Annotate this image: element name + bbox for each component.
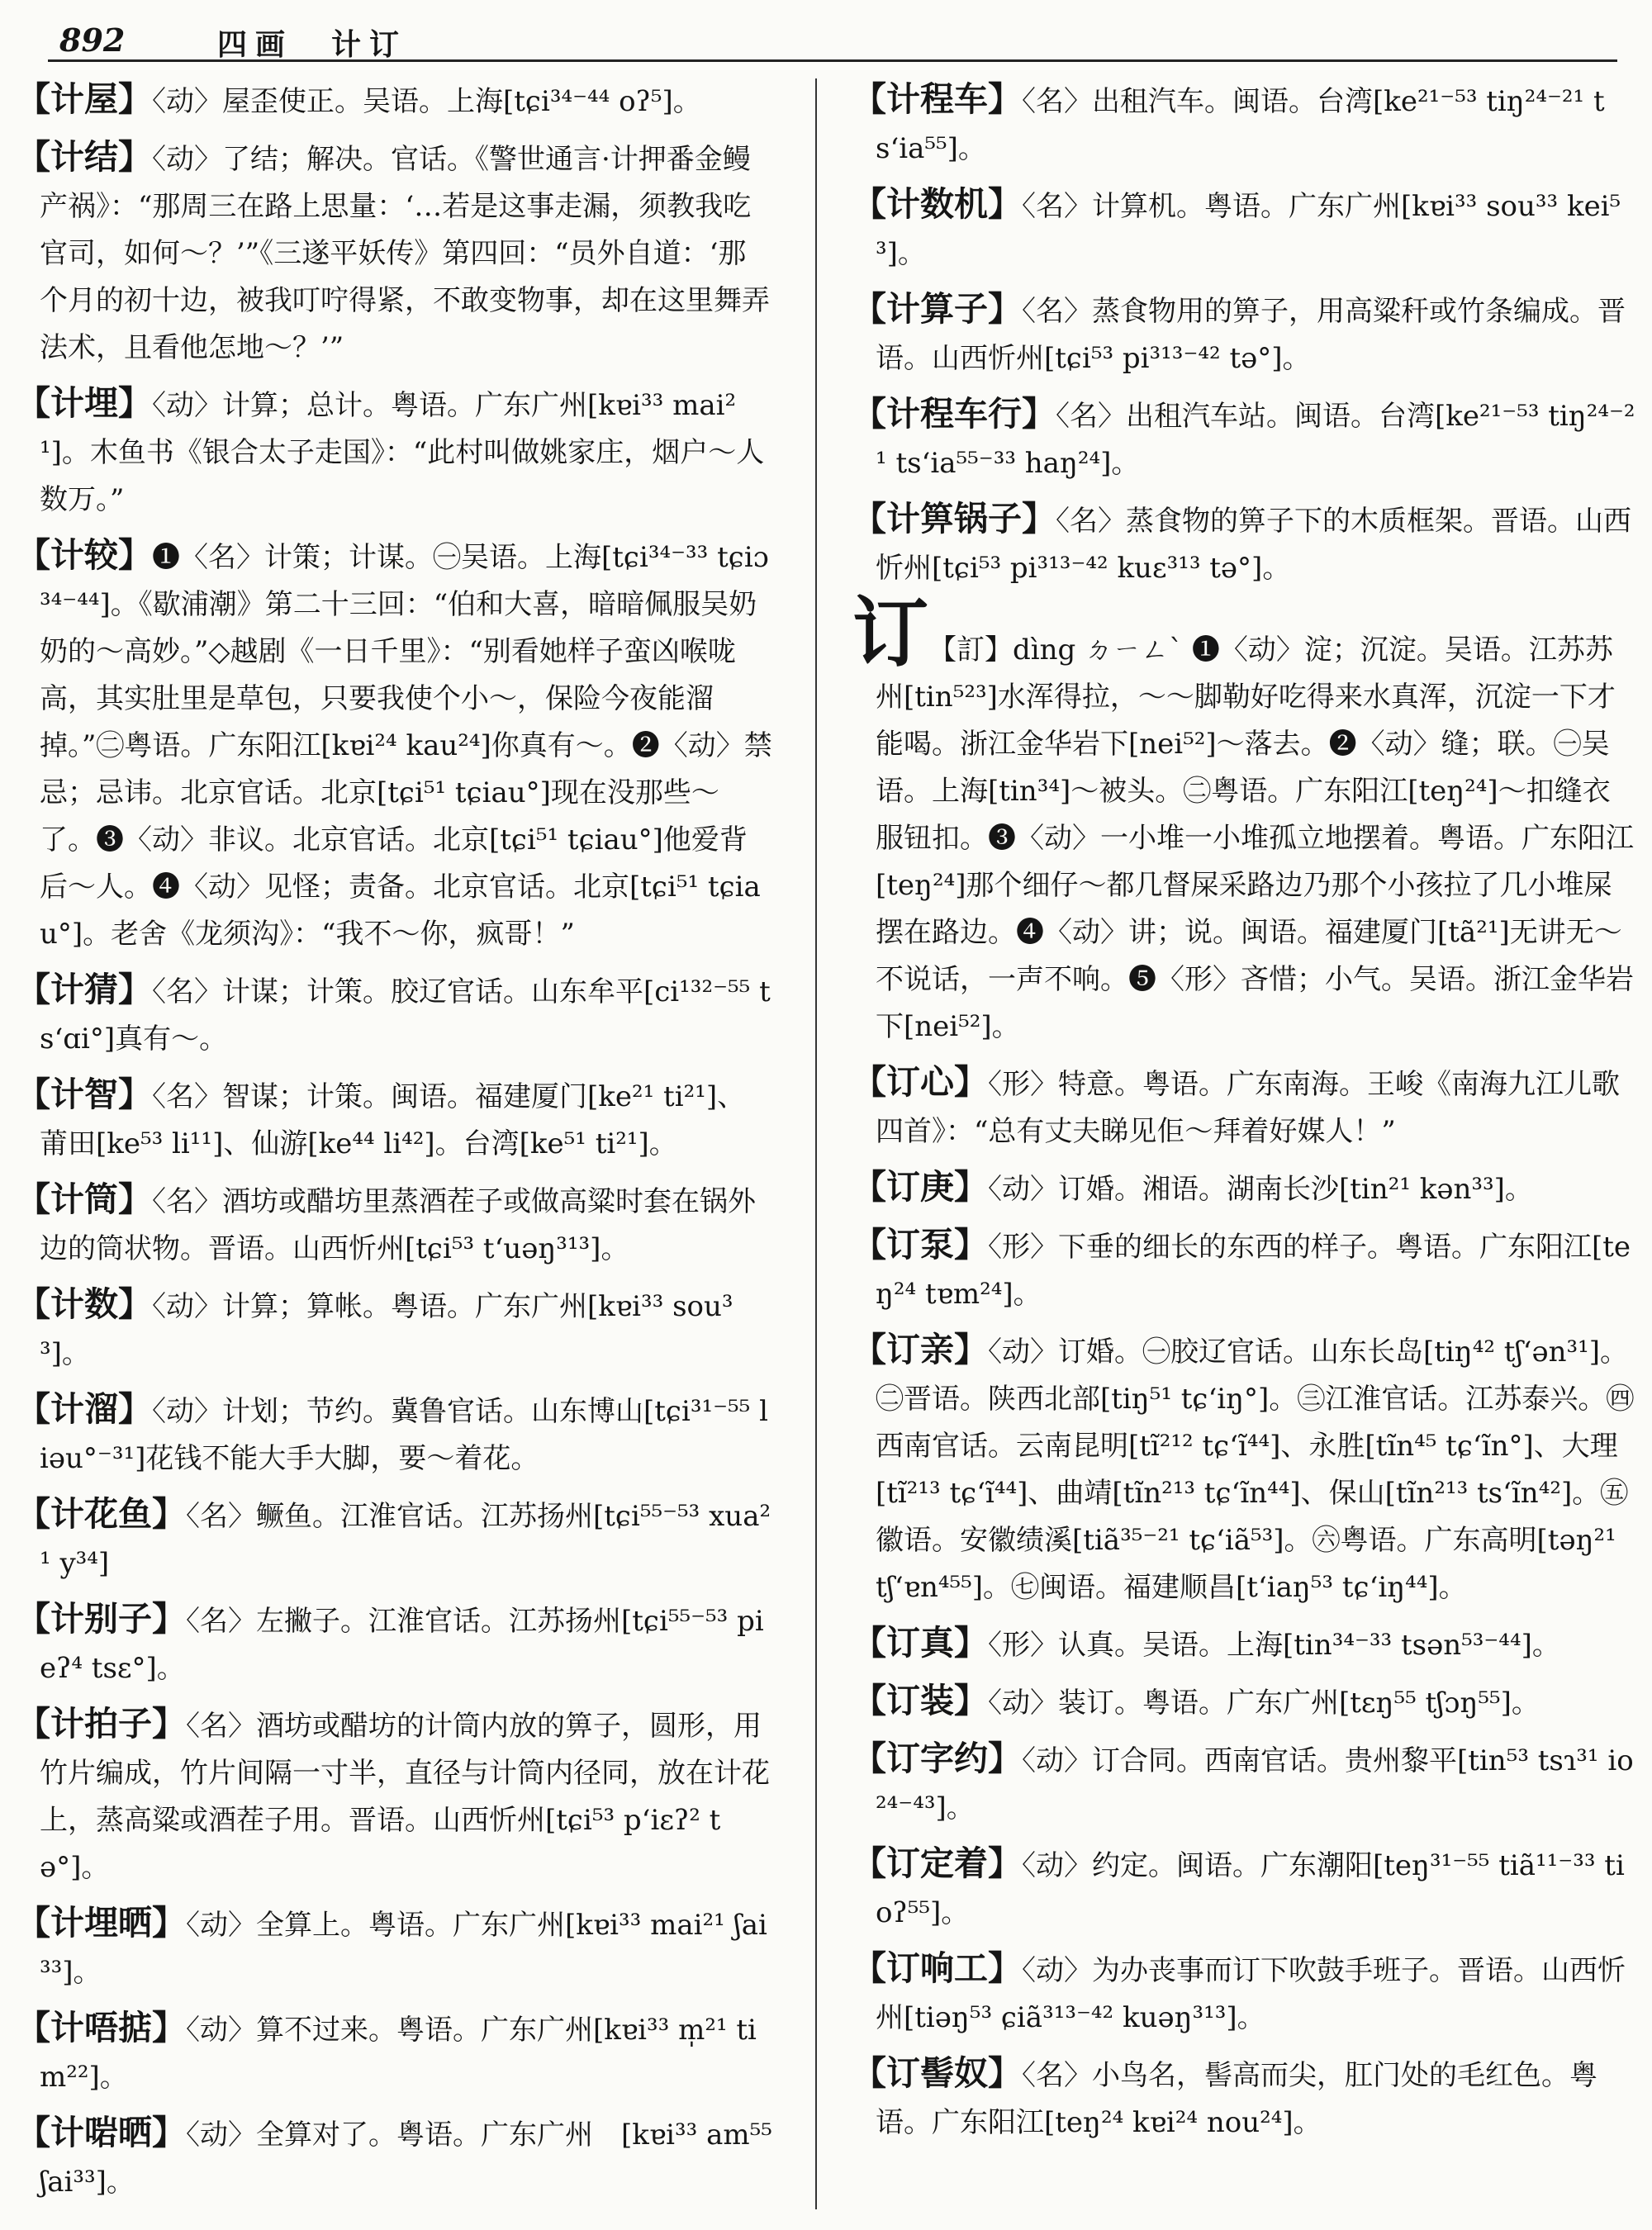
dictionary-entry	[852, 1326, 1635, 1611]
entry-definition: 〈动〉约定。闽语。广东潮阳[teŋ³¹⁻⁵⁵ tiã¹¹⁻³³ tioʔ⁵⁵]。	[876, 1849, 1625, 1929]
dictionary-entry	[17, 1596, 772, 1692]
dictionary-entry	[17, 134, 772, 372]
dictionary-entry	[17, 1701, 772, 1891]
entry-headword: 订	[852, 589, 929, 677]
entry-definition: 〈名〉鳜鱼。江淮官话。江苏扬州[tɕi⁵⁵⁻⁵³ xua²¹ y³⁴]	[40, 1500, 771, 1580]
dictionary-entry	[852, 1840, 1635, 1937]
entry-headword: 【计别子】	[17, 1599, 186, 1639]
entry-definition: 〈名〉智谋；计策。闽语。福建厦门[ke²¹ ti²¹]、莆田[ke⁵³ li¹¹]、仙游[ke⁴⁴ li⁴²]。台湾[ke⁵¹ ti²¹]。	[40, 1080, 746, 1160]
entry-headword: 【计程车】	[852, 79, 1022, 119]
entry-headword: 【计箅锅子】	[852, 499, 1056, 539]
entry-definition: 〈动〉订婚。㊀胶辽官话。山东长岛[tiŋ⁴² tʃ‘ən³¹]。㊁晋语。陕西北部[tiŋ⁵¹ tɕ‘iŋ°]。㊂江淮官话。江苏泰兴。㊃西南官话。云南昆明[tĩ²¹² tɕ‘ĩ⁴⁴]、永胜[tĩn⁴⁵ tɕ‘ĩn°]、大理[tĩ²¹³ tɕ‘ĩ⁴⁴]、曲靖[tĩn²¹³ tɕ‘ĩn⁴⁴]、保山[tĩn²¹³ ts‘ĩn⁴²]。㊄徽语。安徽绩溪[tiã³⁵⁻²¹ tɕ‘iã⁵³]。㊅粤语。广东高明[təŋ²¹ tʃ‘ɐn⁴⁵⁵]。㊆闽语。福建顺昌[t‘iaŋ⁵³ tɕ‘iŋ⁴⁴]。	[876, 1336, 1635, 1604]
page-header	[48, 15, 1634, 66]
entry-definition: 〈名〉蒸食物的箅子下的木质框架。晋语。山西忻州[tɕi⁵³ pi³¹³⁻⁴² kuɛ³¹³ tə°]。	[876, 505, 1631, 585]
entry-definition: 〈动〉计算；算帐。粤语。广东广州[kɐi³³ sou³³]。	[40, 1290, 733, 1370]
dictionary-entry	[852, 286, 1635, 382]
entry-definition: 〈名〉小鸟名，髻高而尖，肛门处的毛红色。粤语。广东阳江[teŋ²⁴ kɐi²⁴ nou²⁴]。	[876, 2059, 1597, 2139]
entry-headword: 【计埋晒】	[17, 1903, 186, 1943]
entry-headword: 【计筒】	[17, 1179, 152, 1219]
entry-definition: 〈动〉订婚。湘语。湖南长沙[tin²¹ kən³³]。	[988, 1173, 1533, 1206]
entry-headword: 【计屋】	[17, 79, 152, 119]
entry-headword: 【订字约】	[852, 1739, 1022, 1778]
dictionary-entry	[17, 1386, 772, 1483]
dictionary-entry	[17, 1491, 772, 1587]
entry-headword: 【计溜】	[17, 1389, 152, 1429]
entry-definition: 〈动〉计算；总计。粤语。广东广州[kɐi³³ mai²¹]。木鱼书《银合太子走国》：“此村叫做姚家庄，烟户～人数万。”	[40, 389, 765, 516]
dictionary-entry	[852, 1677, 1635, 1727]
dictionary-entry	[852, 1222, 1635, 1318]
entry-definition: 〈名〉左撇子。江淮官话。江苏扬州[tɕi⁵⁵⁻⁵³ pieʔ⁴ tsɛ°]。	[40, 1605, 764, 1685]
dictionary-entry	[17, 2005, 772, 2101]
entry-definition: 〈名〉计谋；计策。胶辽官话。山东牟平[ci¹³²⁻⁵⁵ ts‘ɑi°]真有～。	[40, 975, 771, 1056]
entry-definition: 〈形〉特意。粤语。广东南海。王峻《南海九江儿歌四首》：“总有丈夫睇见佢～拜着好媒人！”	[876, 1068, 1620, 1148]
left-column	[17, 76, 772, 2214]
header-rule	[48, 59, 1617, 62]
entry-definition: 〈名〉酒坊或醋坊里蒸酒茬子或做高粱时套在锅外边的筒状物。晋语。山西忻州[tɕi⁵³ t‘uəŋ³¹³]。	[40, 1185, 756, 1265]
entry-headword: 【计智】	[17, 1075, 152, 1114]
dictionary-entry	[852, 391, 1635, 487]
entry-headword: 【订泵】	[852, 1225, 988, 1264]
entry-definition: 〈形〉下垂的细长的东西的样子。粤语。广东阳江[teŋ²⁴ tɐm²⁴]。	[876, 1231, 1631, 1311]
dictionary-entry	[17, 76, 772, 126]
entry-headword: 【计较】	[17, 535, 152, 575]
entry-headword: 【订真】	[852, 1623, 988, 1663]
entry-definition: ❶〈名〉计策；计谋。㊀吴语。上海[tɕi³⁴⁻³³ tɕiɔ³⁴⁻⁴⁴]。《歇浦潮》第二十三回：“伯和大喜，暗暗佩服吴奶奶的～高妙。”◇越剧《一日千里》：“别看她样子蛮凶喉咙高，其实肚里是草包，只要我使个小～，保险今夜能溜掉。”㊁粤语。广东阳江[kɐi²⁴ kau²⁴]你真有～。❷〈动〉禁忌；忌讳。北京官话。北京[tɕi⁵¹ tɕiau°]现在没那些～了。❸〈动〉非议。北京官话。北京[tɕi⁵¹ tɕiau°]他爱背后～人。❹〈动〉见怪；责备。北京官话。北京[tɕi⁵¹ tɕiau°]。老舍《龙须沟》：“我不～你，疯哥！”	[40, 541, 772, 951]
dictionary-entry	[17, 1281, 772, 1378]
entry-headword: 【计算子】	[852, 289, 1022, 329]
entry-headword: 【计啱晒】	[17, 2113, 186, 2152]
entry-headword: 【订装】	[852, 1681, 988, 1720]
dictionary-entry	[17, 532, 772, 958]
entry-headword: 【计数机】	[852, 184, 1022, 224]
dictionary-entry	[17, 380, 772, 524]
entry-headword: 【计猜】	[17, 970, 152, 1009]
dictionary-entry	[17, 966, 772, 1063]
entry-headword: 【订响工】	[852, 1948, 1022, 1988]
entry-definition: 〈名〉出租汽车站。闽语。台湾[ke²¹⁻⁵³ tiŋ²⁴⁻²¹ ts‘ia⁵⁵⁻³³ haŋ²⁴]。	[876, 400, 1635, 480]
dictionary-entry	[17, 1900, 772, 1996]
page-number: 892	[59, 21, 126, 59]
entry-headword: 【订心】	[852, 1062, 988, 1102]
entry-headword: 【计结】	[17, 137, 152, 177]
entry-definition: 〈名〉蒸食物用的箅子，用高粱秆或竹条编成。晋语。山西忻州[tɕi⁵³ pi³¹³⁻⁴² tə°]。	[876, 295, 1626, 375]
dictionary-entry	[17, 1176, 772, 1273]
entry-definition: 〈动〉了结；解决。官话。《警世通言·计押番金鳗产祸》：“那周三在路上思量：‘…若是这事走漏，须教我吃官司，如何～？’”《三遂平妖传》第四回：“员外自道：‘那个月的初十边，被我叮咛得紧，不敢变物事，却在这里舞弄法术，且看他怎地～？’”	[40, 143, 770, 364]
dictionary-entry	[852, 1945, 1635, 2042]
entry-definition: 〈动〉为办丧事而订下吹鼓手班子。晋语。山西忻州[tiəŋ⁵³ ɕiã³¹³⁻⁴² kuəŋ³¹³]。	[876, 1954, 1626, 2034]
dictionary-entry	[852, 181, 1635, 278]
page-title: 四画 计订	[217, 27, 408, 62]
entry-definition: 〈动〉屋歪使正。吴语。上海[tɕi³⁴⁻⁴⁴ oʔ⁵]。	[152, 85, 701, 118]
entry-headword: 【订髻奴】	[852, 2053, 1022, 2093]
entry-headword: 【订庚】	[852, 1167, 988, 1207]
entry-headword: 【计唔掂】	[17, 2008, 186, 2047]
entry-definition: 〈动〉算不过来。粤语。广东广州[kɐi³³ m̩²¹ tim²²]。	[40, 2014, 757, 2094]
dictionary-entry	[17, 2109, 772, 2206]
entry-headword: 【计花鱼】	[17, 1494, 186, 1534]
dictionary-entry	[852, 2050, 1635, 2147]
dictionary-entry	[852, 1735, 1635, 1832]
entry-definition: 〈动〉全算对了。粤语。广东广州 [kɐi³³ am⁵⁵ ʃai³³]。	[40, 2118, 772, 2199]
entry-headword: 【计埋】	[17, 383, 152, 423]
entry-definition: 〈形〉认真。吴语。上海[tin³⁴⁻³³ tsən⁵³⁻⁴⁴]。	[988, 1629, 1560, 1662]
dictionary-entry	[852, 1059, 1635, 1155]
entry-definition: 〈动〉装订。粤语。广东广州[tɛŋ⁵⁵ tʃɔŋ⁵⁵]。	[988, 1687, 1540, 1720]
entry-headword: 【订定着】	[852, 1843, 1022, 1883]
dictionary-entry	[852, 496, 1635, 592]
entry-definition: 〈动〉计划；节约。冀鲁官话。山东博山[tɕi³¹⁻⁵⁵ liəu°⁻³¹]花钱不能大手大脚，要～着花。	[40, 1395, 768, 1475]
entry-headword: 【计数】	[17, 1284, 152, 1324]
column-divider	[815, 78, 817, 2209]
right-column	[852, 76, 1635, 2155]
entry-definition: 【訂】dìng ㄉㄧㄥˋ ❶〈动〉淀；沉淀。吴语。江苏苏州[tin⁵²³]水浑得拉，～～脚勒好吃得来水真浑，沉淀一下才能喝。浙江金华岩下[nei⁵²]～落去。❷〈动〉缝；联。㊀吴语。上海[tin³⁴]～被头。㊁粤语。广东阳江[teŋ²⁴]～扣缝衣服钮扣。❸〈动〉一小堆一小堆孤立地摆着。粤语。广东阳江[teŋ²⁴]那个细仔～都几督屎采路边乃那个小孩拉了几小堆屎摆在路边。❹〈动〉讲；说。闽语。福建厦门[tã²¹]无讲无～不说话，一声不响。❺〈形〉吝惜；小气。吴语。浙江金华岩下[nei⁵²]。	[876, 633, 1634, 1043]
entry-definition: 〈名〉出租汽车。闽语。台湾[ke²¹⁻⁵³ tiŋ²⁴⁻²¹ ts‘ia⁵⁵]。	[876, 85, 1605, 165]
dictionary-entry	[17, 1071, 772, 1168]
entry-definition: 〈动〉订合同。西南官话。贵州黎平[tin⁵³ tsɿ³¹ io²⁴⁻⁴³]。	[876, 1744, 1634, 1824]
dictionary-entry	[852, 1164, 1635, 1213]
entry-headword: 【计程车行】	[852, 394, 1056, 434]
entry-headword: 【订亲】	[852, 1330, 988, 1369]
entry-definition: 〈动〉全算上。粤语。广东广州[kɐi³³ mai²¹ ʃai³³]。	[40, 1909, 767, 1989]
dictionary-entry	[852, 76, 1635, 173]
entry-definition: 〈名〉酒坊或醋坊的计筒内放的箅子，圆形，用竹片编成，竹片间隔一寸半，直径与计筒内径同，放在计花上，蒸高粱或酒茬子用。晋语。山西忻州[tɕi⁵³ p‘iɛʔ² tə°]。	[40, 1710, 770, 1884]
entry-definition: 〈名〉计算机。粤语。广东广州[kɐi³³ sou³³ kei⁵³]。	[876, 190, 1621, 270]
dictionary-entry	[852, 1620, 1635, 1669]
entry-headword: 【计拍子】	[17, 1704, 186, 1744]
dictionary-entry	[852, 589, 1635, 1051]
